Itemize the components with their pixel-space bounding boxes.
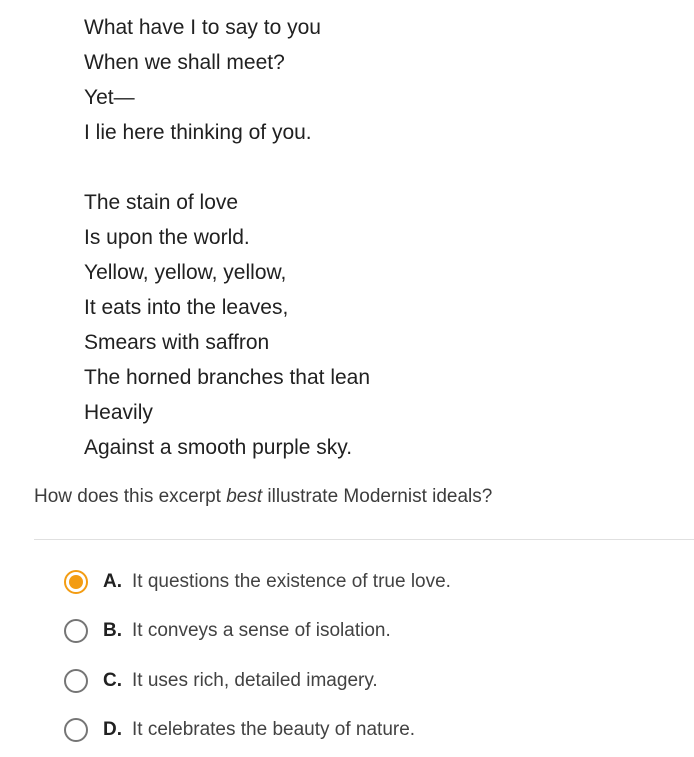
option-letter: D. <box>103 719 122 740</box>
question-prompt <box>34 483 492 511</box>
poem-line: Is upon the world. <box>84 226 250 249</box>
radio-button-icon[interactable] <box>64 718 88 742</box>
option-letter: A. <box>103 571 122 592</box>
poem-line: When we shall meet? <box>84 51 285 74</box>
poem-line: The stain of love <box>84 191 239 214</box>
answer-option-d[interactable] <box>0 710 680 750</box>
option-letter: C. <box>103 670 122 691</box>
poem-line: The horned branches that lean <box>84 366 371 389</box>
option-letter: B. <box>103 620 122 641</box>
radio-button-icon[interactable] <box>64 619 88 643</box>
poem-line: Against a smooth purple sky. <box>84 436 353 459</box>
poem-line: What have I to say to you <box>84 16 321 39</box>
poem-excerpt <box>84 12 370 467</box>
question-emphasis: best <box>226 486 263 507</box>
option-text: It celebrates the beauty of nature. <box>132 719 416 740</box>
option-text: It conveys a sense of isolation. <box>132 620 391 641</box>
radio-button-icon[interactable] <box>64 570 88 594</box>
answer-option-b[interactable] <box>0 611 680 651</box>
poem-line: Heavily <box>84 401 153 424</box>
question-text-before: How does this excerpt <box>34 486 227 507</box>
answer-option-c[interactable] <box>0 661 680 701</box>
poem-line: Yellow, yellow, yellow, <box>84 261 287 284</box>
stanza-break <box>84 152 370 187</box>
poem-line: It eats into the leaves, <box>84 296 289 319</box>
radio-button-icon[interactable] <box>64 669 88 693</box>
option-text: It uses rich, detailed imagery. <box>132 670 378 691</box>
question-text-after: illustrate Modernist ideals? <box>262 486 493 507</box>
answer-option-a[interactable] <box>0 562 680 602</box>
poem-line: Smears with saffron <box>84 331 270 354</box>
poem-line: Yet— <box>84 86 135 109</box>
option-text: It questions the existence of true love. <box>132 571 451 592</box>
divider <box>34 539 694 540</box>
poem-line: I lie here thinking of you. <box>84 121 312 144</box>
